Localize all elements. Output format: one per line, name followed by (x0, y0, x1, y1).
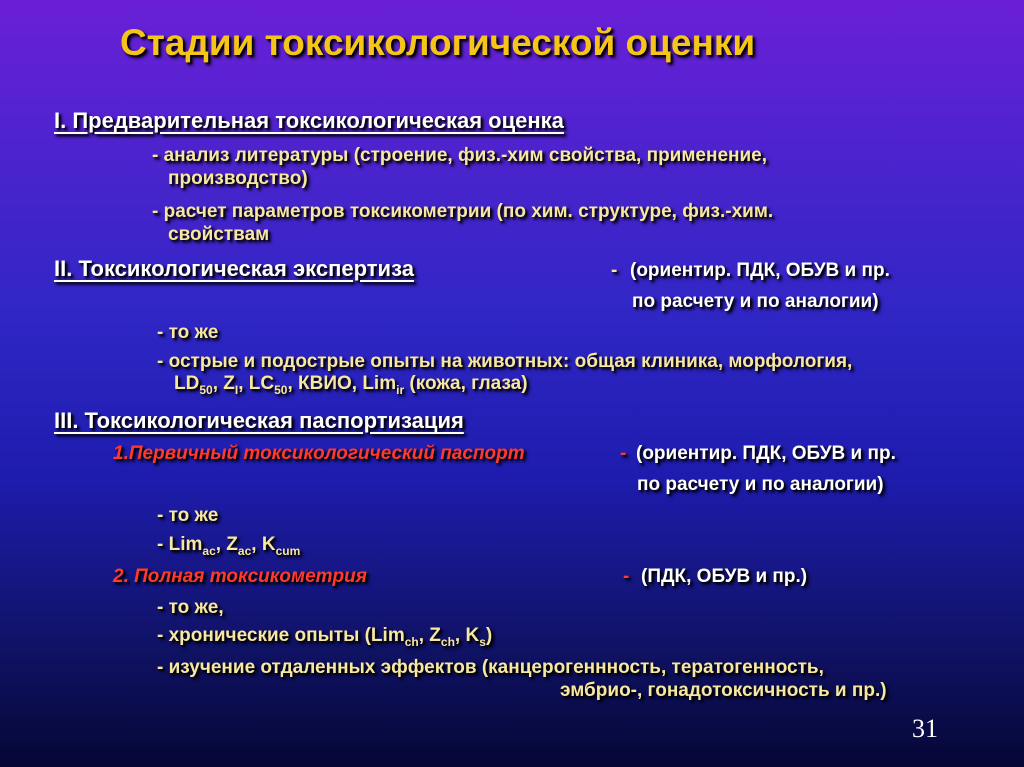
section1-item1-line1: - анализ литературы (строение, физ.-хим свойства, применение, (152, 145, 768, 166)
section3-sub2-item1: - то же, (157, 597, 224, 618)
section3-sub1-note-line2: по расчету и по аналогии) (637, 474, 884, 495)
lim-ch-text: - хронические опыты (Lim (157, 625, 405, 646)
section2-note-line2: по расчету и по аналогии) (632, 291, 879, 312)
section3-heading: III. Токсикологическая паспортизация (54, 408, 464, 433)
section3-sub2-item2 (157, 625, 492, 649)
lim-sub: ir (396, 382, 405, 397)
lim-ac-text: - Lim (157, 534, 203, 555)
section2-note-line1: (ориентир. ПДК, ОБУВ и пр. (630, 260, 890, 281)
kvio-lim-text: , КВИО, Lim (287, 373, 397, 394)
tail-text: (кожа, глаза) (409, 373, 528, 394)
z-text: , Z (212, 373, 235, 394)
z-ac-text: , Z (215, 534, 238, 555)
lim-ch-sub: ch (404, 634, 419, 649)
ld-text: LD (174, 373, 200, 394)
section2-note-dash: - (611, 260, 618, 281)
z-sub: I (234, 382, 239, 397)
section1-item2-line1: - расчет параметров токсикометрии (по хим. структуре, физ.-хим. (152, 201, 774, 222)
section3-sub2-note: (ПДК, ОБУВ и пр.) (641, 566, 808, 587)
section1-heading: I. Предварительная токсикологическая оценка (54, 108, 564, 133)
section3-sub2-item3-line1: - изучение отдаленных эффектов (канцерогеннность, тератогенность, (157, 657, 824, 678)
section1-item2-line2: свойствам (168, 224, 270, 245)
section3-sub1-note-line1: (ориентир. ПДК, ОБУВ и пр. (636, 443, 896, 464)
section2-heading: II. Токсикологическая экспертиза (54, 256, 414, 281)
section3-sub1-dash: - (620, 443, 627, 464)
z-ac-sub: ac (237, 543, 252, 558)
ld-sub: 50 (199, 382, 213, 397)
k-s-text: , K (454, 625, 480, 646)
section3-sub1-item2 (157, 534, 300, 558)
section3-sub2-dash: - (623, 566, 630, 587)
close-paren: ) (485, 625, 493, 646)
z-ch-sub: ch (440, 634, 455, 649)
lim-ac-sub: ac (202, 543, 216, 558)
z-ch-text: , Z (418, 625, 441, 646)
section3-sub1-label: 1.Первичный токсикологический паспорт (113, 443, 525, 464)
section3-sub2-item3-line2: эмбрио-, гонадотоксичность и пр.) (560, 680, 887, 701)
slide-number: 31 (912, 714, 938, 743)
section3-sub1-item1: - то же (157, 505, 219, 526)
k-cum-sub: cum (275, 543, 301, 558)
section2-item2-line2 (174, 373, 528, 397)
k-s-sub: s (479, 634, 486, 649)
section3-sub2-label: 2. Полная токсикометрия (113, 566, 367, 587)
k-cum-text: , K (251, 534, 276, 555)
lc-text: , LC (238, 373, 275, 394)
section2-item2-line1: - острые и подострые опыты на животных: общая клиника, морфология, (157, 351, 853, 372)
slide-title: Стадии токсикологической оценки (120, 22, 756, 63)
section1-item1-line2: производство) (168, 168, 308, 189)
lc-sub: 50 (274, 382, 288, 397)
section2-item1: - то же (157, 322, 219, 343)
